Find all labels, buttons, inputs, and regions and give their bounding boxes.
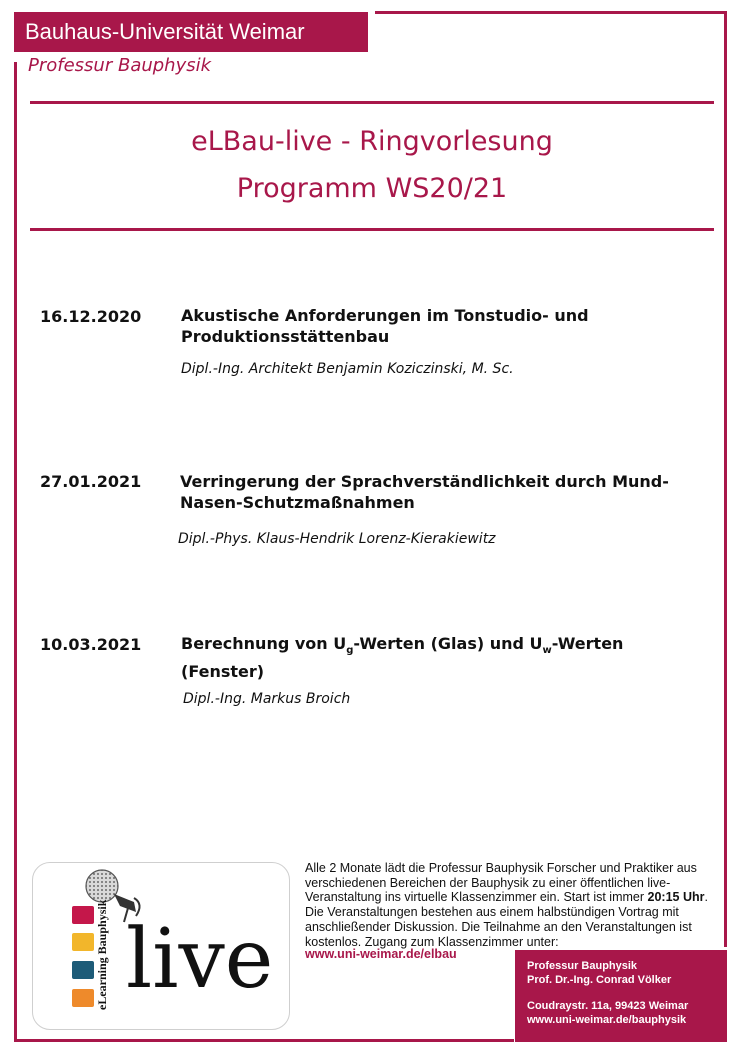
logo-square-red [72, 906, 94, 924]
elbau-link[interactable]: www.uni-weimar.de/elbau [305, 947, 457, 961]
event-title: Akustische Anforderungen im Tonstudio- und Produktionsstättenbau [181, 306, 589, 346]
page-title-line2: Programm WS20/21 [236, 173, 508, 204]
contact-address: Coudraystr. 11a, 99423 Weimar [527, 1000, 689, 1012]
logo-live-word: live [126, 912, 274, 1007]
frame-line-top [375, 11, 727, 14]
logo-square-blue [72, 961, 94, 979]
frame-line-left [14, 62, 17, 1042]
frame-line-bottom [14, 1039, 514, 1042]
title-rule-top [30, 101, 714, 104]
event-date: 10.03.2021 [40, 635, 142, 654]
event-speaker: Dipl.-Phys. Klaus-Hendrik Lorenz-Kierakiewitz [178, 531, 496, 547]
event-speaker: Dipl.-Ing. Markus Broich [183, 691, 351, 707]
event-title: Berechnung von $U_g$-Werten (Glas) und $U_w$-Werten (Fenster) [181, 634, 624, 682]
frame-line-right [724, 11, 727, 947]
logo-vertical-text: eLearning Bauphysik [95, 899, 109, 1010]
info-paragraph: Alle 2 Monate lädt die Professur Bauphysik Forscher und Praktiker aus verschiedenen Bereichen der Bauphysik zu einer öffentlichen live-Veranstaltung ins virtuelle Klassenzimmer ein. Start ist immer 20:15 Uhr. Die Veranstaltungen bestehen aus einem halbstündigen Vortrag mit anschließender Diskussion. Die Teilnahme an den Veranstaltungen ist kostenlos. Zugang zum Klassenzimmer unter: [305, 861, 708, 949]
event-speaker: Dipl.-Ing. Architekt Benjamin Koziczinski, M. Sc. [181, 361, 514, 377]
contact-chair: Professur Bauphysik [527, 960, 638, 972]
contact-website-link[interactable]: www.uni-weimar.de/bauphysik [527, 1013, 687, 1026]
chair-name: Professur Bauphysik [28, 55, 212, 76]
logo-square-yellow [72, 933, 94, 951]
event-date: 16.12.2020 [40, 307, 142, 326]
event-title: Verringerung der Sprachverständlichkeit durch Mund-Nasen-Schutzmaßnahmen [180, 472, 669, 512]
title-rule-bottom [30, 228, 714, 231]
logo-square-orange [72, 989, 94, 1007]
contact-box [515, 950, 727, 1042]
event-date: 27.01.2021 [40, 472, 142, 491]
contact-professor: Prof. Dr.-Ing. Conrad Völker [527, 973, 672, 986]
contact-spacer [527, 987, 727, 1000]
university-banner: Bauhaus-Universität Weimar [14, 12, 368, 52]
page-title-line1: eLBau-live - Ringvorlesung [191, 126, 553, 157]
